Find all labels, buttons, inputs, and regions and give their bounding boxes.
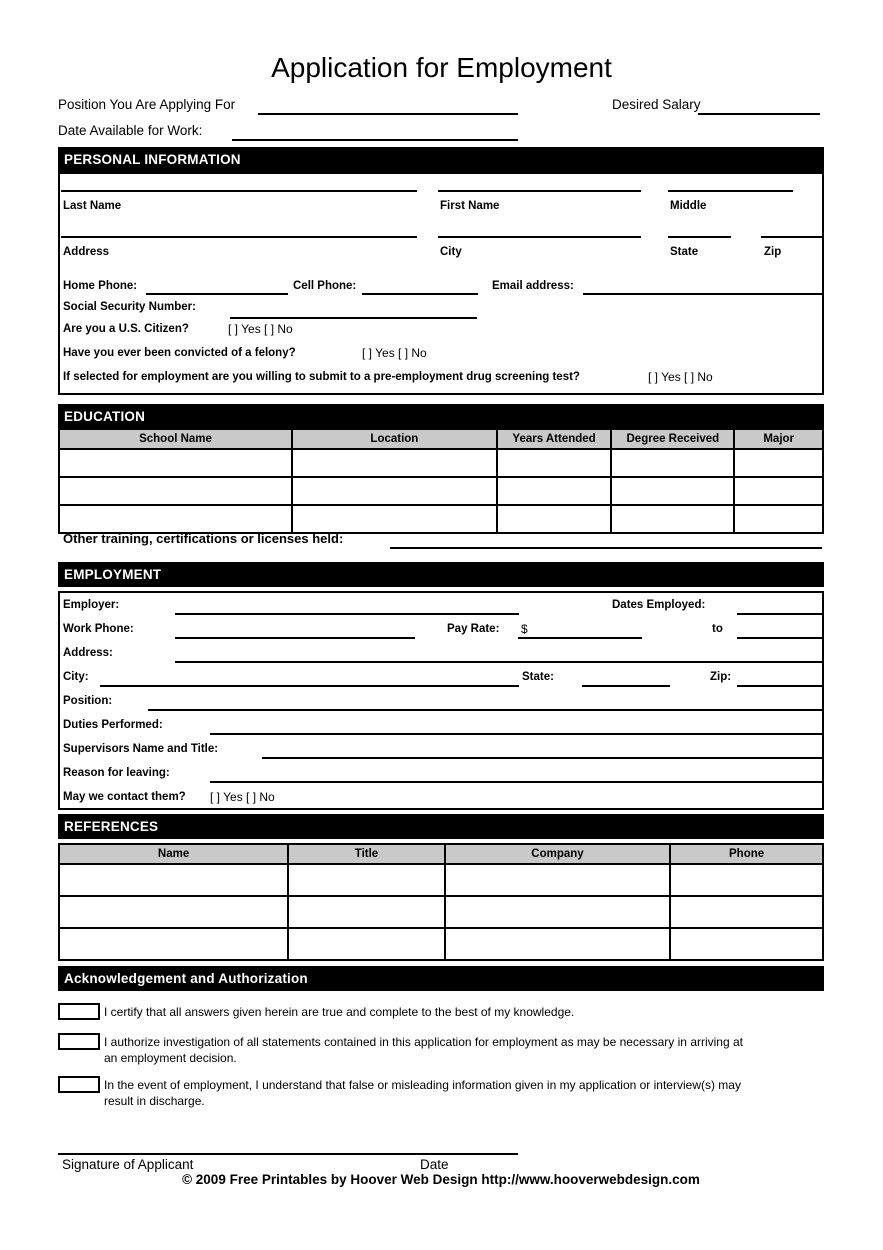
references-cell[interactable] (288, 928, 445, 960)
dates-employed-to-input-line[interactable] (737, 637, 822, 639)
employer-input-line[interactable] (175, 613, 519, 615)
section-education-title: EDUCATION (64, 409, 146, 424)
pay-rate-dollar-sign: $ (521, 622, 528, 636)
home-phone-input-line[interactable] (146, 293, 288, 295)
copyright-footer: © 2009 Free Printables by Hoover Web Design http://www.hooverwebdesign.com (182, 1172, 700, 1187)
email-label: Email address: (492, 280, 574, 292)
first-name-label: First Name (440, 200, 500, 212)
employer-label: Employer: (63, 599, 120, 611)
zip-label: Zip (764, 246, 782, 258)
employer-address-label: Address: (63, 647, 113, 659)
education-table (58, 428, 824, 534)
employer-state-input-line[interactable] (582, 685, 670, 687)
education-cell[interactable] (734, 449, 823, 477)
references-cell[interactable] (670, 896, 823, 928)
references-cell[interactable] (59, 928, 288, 960)
discharge-checkbox[interactable] (58, 1076, 100, 1093)
references-cell[interactable] (670, 864, 823, 896)
education-col-degree: Degree Received (611, 429, 734, 449)
education-cell[interactable] (59, 449, 292, 477)
supervisor-label: Supervisors Name and Title: (63, 743, 219, 755)
education-col-school: School Name (59, 429, 292, 449)
education-col-years: Years Attended (497, 429, 612, 449)
education-cell[interactable] (497, 449, 612, 477)
signature-input-line[interactable] (58, 1153, 518, 1155)
contact-yes-no-options[interactable]: [ ] Yes [ ] No (210, 790, 275, 804)
employer-city-input-line[interactable] (100, 685, 519, 687)
education-row (59, 477, 823, 505)
desired-salary-input-line[interactable] (698, 113, 820, 115)
education-cell[interactable] (611, 477, 734, 505)
state-label: State (670, 246, 699, 258)
address-input-line[interactable] (61, 236, 417, 238)
education-cell[interactable] (292, 449, 497, 477)
references-col-phone: Phone (670, 844, 823, 864)
education-cell[interactable] (611, 449, 734, 477)
references-cell[interactable] (59, 896, 288, 928)
reason-leaving-input-line[interactable] (210, 781, 822, 783)
education-cell[interactable] (59, 505, 292, 533)
education-cell[interactable] (497, 505, 612, 533)
education-col-major: Major (734, 429, 823, 449)
section-personal-header (58, 147, 824, 172)
cell-phone-input-line[interactable] (362, 293, 478, 295)
employer-city-label: City: (63, 671, 89, 683)
first-name-input-line[interactable] (438, 190, 641, 192)
education-cell[interactable] (292, 477, 497, 505)
work-phone-label: Work Phone: (63, 623, 134, 635)
references-table (58, 843, 824, 961)
drug-test-yes-no-options[interactable]: [ ] Yes [ ] No (648, 370, 713, 384)
authorize-statement-line1: I authorize investigation of all statements contained in this application for employment as may be necessary in arriving at (104, 1035, 743, 1049)
employer-state-label: State: (522, 671, 554, 683)
section-references-title: REFERENCES (64, 819, 159, 834)
section-personal-title: PERSONAL INFORMATION (64, 152, 241, 167)
education-cell[interactable] (59, 477, 292, 505)
employer-address-input-line[interactable] (175, 661, 822, 663)
cell-phone-label: Cell Phone: (293, 280, 357, 292)
supervisor-input-line[interactable] (262, 757, 822, 759)
section-acknowledgement-header (58, 966, 824, 991)
pay-rate-label: Pay Rate: (447, 623, 500, 635)
address-label: Address (63, 246, 110, 258)
authorize-statement-line2: an employment decision. (104, 1051, 237, 1065)
section-employment-header (58, 562, 824, 587)
zip-input-line[interactable] (761, 236, 822, 238)
education-cell[interactable] (611, 505, 734, 533)
signature-date-label: Date (420, 1157, 449, 1172)
ssn-input-line[interactable] (230, 317, 477, 319)
references-header-row (59, 844, 823, 864)
state-input-line[interactable] (668, 236, 731, 238)
references-row (59, 896, 823, 928)
references-row (59, 928, 823, 960)
last-name-input-line[interactable] (61, 190, 417, 192)
references-cell[interactable] (445, 928, 670, 960)
authorize-checkbox[interactable] (58, 1033, 100, 1050)
pay-rate-input-line[interactable] (518, 637, 642, 639)
position-held-label: Position: (63, 695, 113, 707)
education-cell[interactable] (734, 505, 823, 533)
work-phone-input-line[interactable] (175, 637, 415, 639)
signature-label: Signature of Applicant (62, 1157, 194, 1172)
education-row (59, 449, 823, 477)
section-acknowledgement-title: Acknowledgement and Authorization (64, 971, 308, 986)
employment-box (58, 591, 824, 810)
dates-employed-label: Dates Employed: (612, 599, 706, 611)
home-phone-label: Home Phone: (63, 280, 138, 292)
discharge-statement-line2: result in discharge. (104, 1094, 205, 1108)
drug-test-question-label: If selected for employment are you willing to submit to a pre-employment drug screening test? (63, 371, 580, 383)
employer-zip-label: Zip: (710, 671, 732, 683)
felony-question-label: Have you ever been convicted of a felony? (63, 347, 296, 359)
city-input-line[interactable] (438, 236, 641, 238)
certify-statement: I certify that all answers given herein are true and complete to the best of my knowledge. (104, 1005, 575, 1019)
references-cell[interactable] (288, 864, 445, 896)
education-col-location: Location (292, 429, 497, 449)
references-cell[interactable] (288, 896, 445, 928)
dates-employed-from-input-line[interactable] (737, 613, 822, 615)
position-held-input-line[interactable] (148, 709, 822, 711)
page-title: Application for Employment (271, 52, 612, 83)
references-row (59, 864, 823, 896)
education-row (59, 505, 823, 533)
education-cell[interactable] (497, 477, 612, 505)
felony-yes-no-options[interactable]: [ ] Yes [ ] No (362, 346, 427, 360)
other-training-label: Other training, certifications or licenses held: (63, 531, 344, 546)
position-applying-input-line[interactable] (258, 113, 518, 115)
references-cell[interactable] (670, 928, 823, 960)
references-cell[interactable] (445, 864, 670, 896)
section-employment-title: EMPLOYMENT (64, 567, 162, 582)
education-cell[interactable] (734, 477, 823, 505)
may-we-contact-label: May we contact them? (63, 791, 186, 803)
references-cell[interactable] (445, 896, 670, 928)
middle-name-input-line[interactable] (668, 190, 793, 192)
section-education-header (58, 404, 824, 429)
education-header-row (59, 429, 823, 449)
discharge-statement-line1: In the event of employment, I understand that false or misleading information given in my application or interview(s) may (104, 1078, 741, 1092)
citizen-yes-no-options[interactable]: [ ] Yes [ ] No (228, 322, 293, 336)
desired-salary-label: Desired Salary (612, 97, 701, 112)
duties-performed-label: Duties Performed: (63, 719, 163, 731)
education-cell[interactable] (292, 505, 497, 533)
references-col-title: Title (288, 844, 445, 864)
position-applying-label: Position You Are Applying For (58, 97, 236, 112)
reason-leaving-label: Reason for leaving: (63, 767, 170, 779)
references-col-company: Company (445, 844, 670, 864)
date-available-input-line[interactable] (232, 139, 518, 141)
middle-name-label: Middle (670, 200, 707, 212)
certify-checkbox[interactable] (58, 1003, 100, 1020)
ssn-label: Social Security Number: (63, 301, 196, 313)
duties-performed-input-line[interactable] (210, 733, 822, 735)
citizen-question-label: Are you a U.S. Citizen? (63, 323, 189, 335)
city-label: City (440, 246, 462, 258)
references-col-name: Name (59, 844, 288, 864)
other-training-input-line[interactable] (390, 547, 822, 549)
date-available-label: Date Available for Work: (58, 123, 203, 138)
employer-zip-input-line[interactable] (737, 685, 822, 687)
section-references-header (58, 814, 824, 839)
references-cell[interactable] (59, 864, 288, 896)
dates-to-label: to (712, 623, 723, 635)
last-name-label: Last Name (63, 200, 122, 212)
email-input-line[interactable] (583, 293, 822, 295)
